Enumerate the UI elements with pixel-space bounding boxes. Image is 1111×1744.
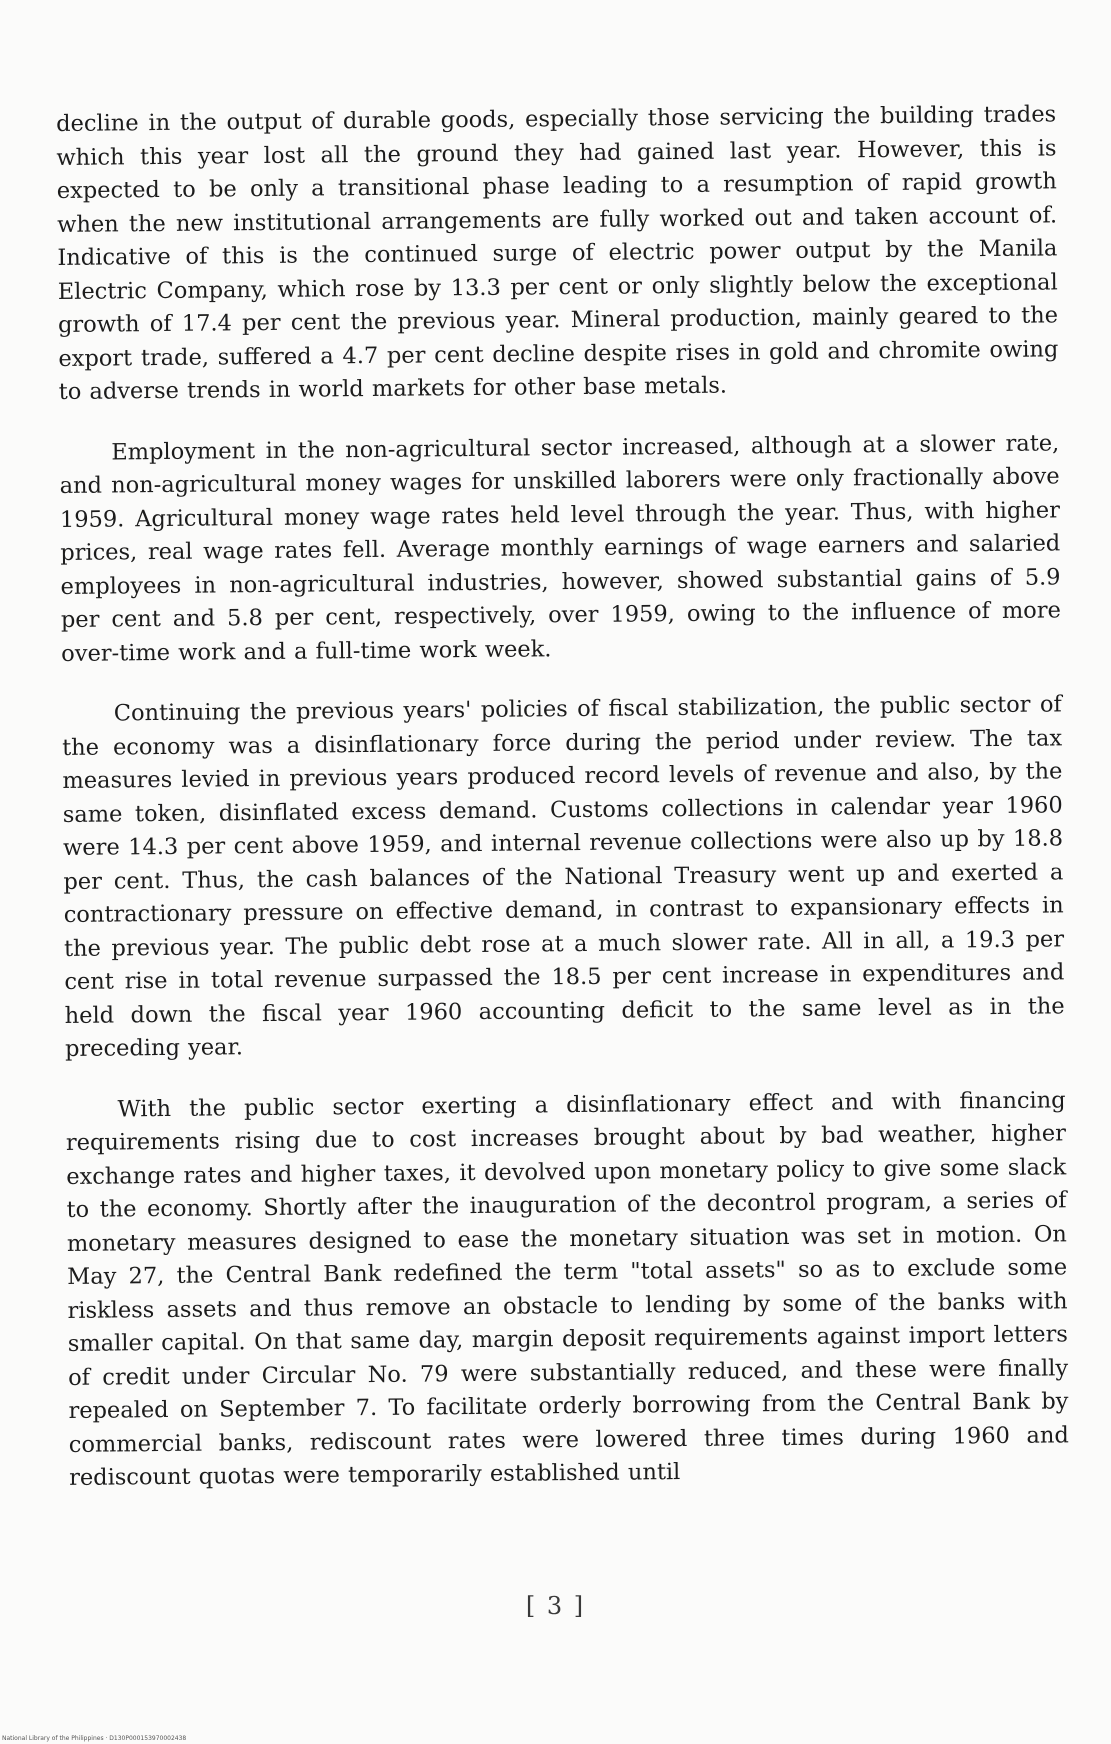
scan-footer: National Library of the Philippines · D130P000153970002438 (2, 1735, 187, 1742)
paragraph-employment: Employment in the non-agricultural sector increased, although at a slower rate, and non-agricultural money wages for unskilled laborers were only fractionally above 1959. Agricultural money wage rates held level through the year. Thus, with higher prices, real wage rates fell. Average monthly earnings of wage earners and salaried employees in non-agricultural industries, however, showed substantial gains of 5.9 per cent and 5.8 per cent, respectively, over 1959, owing to the influence of more over-time work and a full-time work week. (59, 429, 1061, 667)
body-text (56, 98, 1070, 1522)
page-number: [ 3 ] (525, 1592, 586, 1620)
paragraph-monetary-policy: With the public sector exerting a disinflationary effect and with financing requirements rising due to cost increases brought about by bad weather, higher exchange rates and higher taxes, it devolved upon monetary policy to give some slack to the economy. Shortly after the inauguration of the decontrol program, a series of monetary measures designed to ease the monetary situation was set in motion. On May 27, the Central Bank redefined the term "total assets" so as to exclude some riskless assets and thus remove an obstacle to lending by some of the banks with smaller capital. On that same day, margin deposit requirements against import letters of credit under Circular No. 79 were substantially reduced, and these were finally repealed on September 7. To facilitate orderly borrowing from the Central Bank by commercial banks, rediscount rates were lowered three times during 1960 and rediscount quotas were temporarily established until (65, 1086, 1069, 1491)
paragraph-fiscal-stabilization: Continuing the previous years' policies of fiscal stabilization, the public sector of the economy was a disinflationary force during the period under review. The tax measures levied in previous years produced record levels of revenue and also, by the same token, disinflated excess demand. Customs collections in calendar year 1960 were 14.3 per cent above 1959, and internal revenue collections were also up by 18.8 per cent. Thus, the cash balances of the National Treasury went up and exerted a contractionary pressure on effective demand, in contrast to expansionary effects in the previous year. The public debt rose at a much slower rate. All in all, a 19.3 per cent rise in total revenue surpassed the 18.5 per cent increase in expenditures and held down the fiscal year 1960 accounting deficit to the same level as in the preceding year. (62, 691, 1065, 1062)
paragraph-continued: decline in the output of durable goods, especially those servicing the building trades which this year lost all the ground they had gained last year. However, this is expected to be only a transitional phase leading to a resumption of rapid growth when the new institutional arrangements are fully worked out and taken account of. Indicative of this is the continued surge of electric power output by the Manila Electric Company, which rose by 13.3 per cent or only slightly below the exceptional growth of 17.4 per cent the previous year. Mineral production, mainly geared to the export trade, suffered a 4.7 per cent decline despite rises in gold and chromite owing to adverse trends in world markets for other base metals. (56, 101, 1059, 405)
